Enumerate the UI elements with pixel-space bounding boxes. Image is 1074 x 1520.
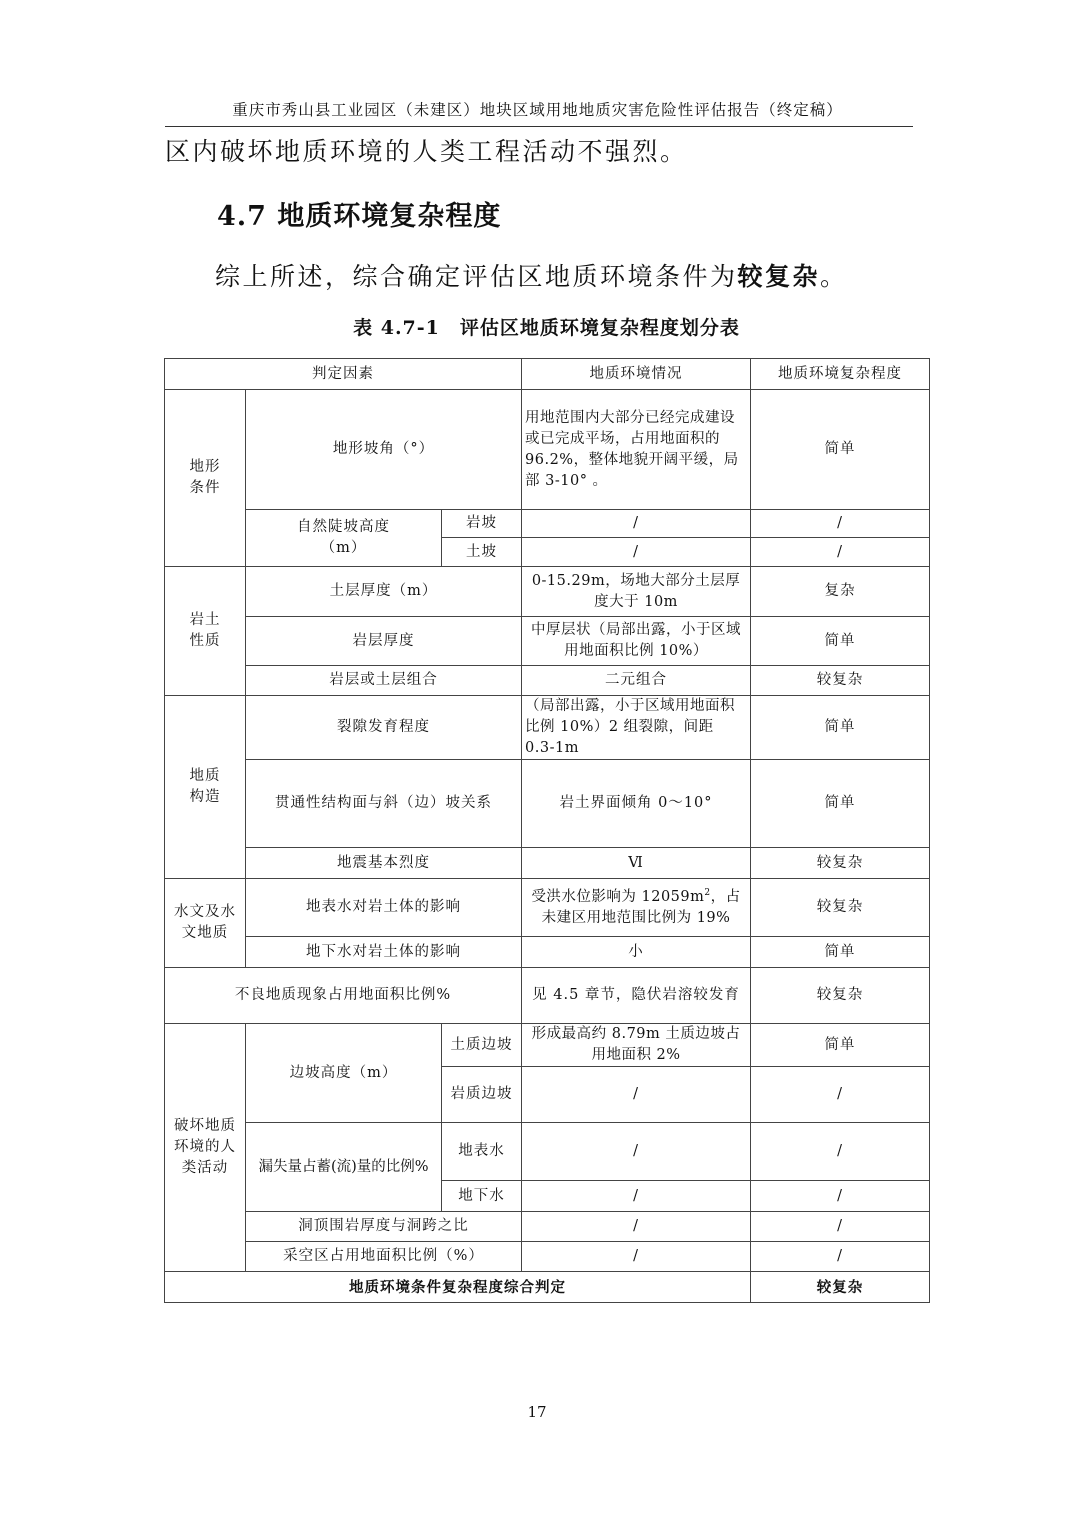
overall-label: 地质环境条件复杂程度综合判定: [165, 1272, 751, 1303]
category-terrain: 地形条件: [165, 390, 246, 567]
category-human-activity: 破坏地质环境的人类活动: [165, 1024, 246, 1272]
summary-paragraph: [215, 257, 848, 293]
category-geotech: 岩土性质: [165, 567, 246, 696]
table-row: [165, 760, 930, 848]
factor-slope-height: 边坡高度（m）: [246, 1024, 442, 1123]
factor-soil-thickness: 土层厚度（m）: [246, 567, 522, 617]
subfactor-rock-slope: 岩坡: [442, 510, 522, 538]
table-row: [165, 1123, 930, 1181]
factor-ground-water: 地下水对岩土体的影响: [246, 937, 522, 968]
level-leak-surface: /: [751, 1123, 930, 1181]
summary-prefix: 综上所述，综合确定评估区地质环境条件为: [215, 262, 738, 291]
page-number: 17: [527, 1403, 547, 1421]
level-penetrating-structure: 简单: [751, 760, 930, 848]
situation-soil-slope: /: [522, 538, 751, 567]
situation-adverse-geology: 见 4.5 章节，隐伏岩溶较发育: [522, 968, 751, 1024]
level-seismic-intensity: 较复杂: [751, 848, 930, 879]
situation-penetrating-structure: 岩土界面倾角 0～10°: [522, 760, 751, 848]
situation-seismic-intensity: Ⅵ: [522, 848, 751, 879]
situation-soil-cut-slope: 形成最高约 8.79m 土质边坡占用地面积 2%: [522, 1024, 751, 1067]
factor-adverse-geology: 不良地质现象占用地面积比例%: [165, 968, 522, 1024]
summary-suffix: 。: [820, 262, 848, 291]
table-row: [165, 879, 930, 937]
factor-layer-combination: 岩层或土层组合: [246, 666, 522, 696]
table-row: [165, 666, 930, 696]
subfactor-rock-cut-slope: 岩质边坡: [442, 1067, 522, 1123]
level-ground-water: 简单: [751, 937, 930, 968]
factor-penetrating-structure: 贯通性结构面与斜（边）坡关系: [246, 760, 522, 848]
header-situation: 地质环境情况: [522, 359, 751, 390]
situation-rock-thickness: 中厚层状（局部出露，小于区域用地面积比例 10%）: [522, 617, 751, 666]
running-header: 重庆市秀山县工业园区（未建区）地块区域用地地质灾害危险性评估报告（终定稿）: [232, 101, 843, 119]
level-leak-ground: /: [751, 1181, 930, 1212]
level-goaf-ratio: /: [751, 1242, 930, 1272]
carry-over-paragraph: 区内破坏地质环境的人类工程活动不强烈。: [165, 137, 688, 166]
situation-ground-water: 小: [522, 937, 751, 968]
category-hydro: 水文及水文地质: [165, 879, 246, 968]
table-row: [165, 968, 930, 1024]
table-row: [165, 1024, 930, 1067]
table-row: [165, 390, 930, 510]
level-adverse-geology: 较复杂: [751, 968, 930, 1024]
situation-soil-thickness: 0-15.29m，场地大部分土层厚度大于 10m: [522, 567, 751, 617]
factor-fissure: 裂隙发育程度: [246, 696, 522, 760]
level-cave-ratio: /: [751, 1212, 930, 1242]
table-row-overall: [165, 1272, 930, 1303]
level-rock-thickness: 简单: [751, 617, 930, 666]
subfactor-leak-surface: 地表水: [442, 1123, 522, 1181]
header-complexity: 地质环境复杂程度: [751, 359, 930, 390]
subfactor-soil-slope: 土坡: [442, 538, 522, 567]
situation-goaf-ratio: /: [522, 1242, 751, 1272]
header-factor: 判定因素: [165, 359, 522, 390]
category-structure: 地质构造: [165, 696, 246, 879]
factor-leakage-ratio: 漏失量占蓄(流)量的比例%: [246, 1123, 442, 1212]
factor-slope-angle: 地形坡角（°）: [246, 390, 522, 510]
situation-leak-surface: /: [522, 1123, 751, 1181]
situation-rock-slope: /: [522, 510, 751, 538]
situation-rock-cut-slope: /: [522, 1067, 751, 1123]
table-header-row: [165, 359, 930, 390]
situation-leak-ground: /: [522, 1181, 751, 1212]
factor-goaf-ratio: 采空区占用地面积比例（%）: [246, 1242, 522, 1272]
overall-level: 较复杂: [751, 1272, 930, 1303]
level-soil-cut-slope: 简单: [751, 1024, 930, 1067]
factor-natural-slope: 自然陡坡高度（m）: [246, 510, 442, 567]
level-rock-cut-slope: /: [751, 1067, 930, 1123]
level-rock-slope: /: [751, 510, 930, 538]
table-row: [165, 1242, 930, 1272]
situation-surface-water: 受洪水位影响为 $12059m^2$，占未建区用地范围比例为 19%: [522, 879, 751, 937]
table-row: [165, 1212, 930, 1242]
level-slope-angle: 简单: [751, 390, 930, 510]
factor-surface-water: 地表水对岩土体的影响: [246, 879, 522, 937]
header-rule: [165, 126, 913, 127]
summary-emphasis: 较复杂: [737, 262, 821, 291]
table-row: [165, 567, 930, 617]
level-fissure: 简单: [751, 696, 930, 760]
table-row: [165, 510, 930, 538]
factor-seismic-intensity: 地震基本烈度: [246, 848, 522, 879]
factor-cave-ratio: 洞顶围岩厚度与洞跨之比: [246, 1212, 522, 1242]
table-row: [165, 696, 930, 760]
table-row: [165, 848, 930, 879]
table-row: [165, 617, 930, 666]
situation-cave-ratio: /: [522, 1212, 751, 1242]
subfactor-leak-ground: 地下水: [442, 1181, 522, 1212]
table-row: [165, 937, 930, 968]
situation-fissure: （局部出露，小于区域用地面积比例 10%）2 组裂隙，间距 0.3-1m: [522, 696, 751, 760]
section-title: 4.7 地质环境复杂程度: [217, 201, 502, 232]
situation-layer-combination: 二元组合: [522, 666, 751, 696]
factor-rock-thickness: 岩层厚度: [246, 617, 522, 666]
table-caption: 表 4.7-1 评估区地质环境复杂程度划分表: [353, 317, 740, 339]
level-soil-thickness: 复杂: [751, 567, 930, 617]
complexity-table: [164, 358, 930, 1303]
level-layer-combination: 较复杂: [751, 666, 930, 696]
level-soil-slope: /: [751, 538, 930, 567]
situation-slope-angle: 用地范围内大部分已经完成建设或已完成平场，占用地面积的 96.2%，整体地貌开阔平缓，局部 3-10° 。: [522, 390, 751, 510]
subfactor-soil-cut-slope: 土质边坡: [442, 1024, 522, 1067]
level-surface-water: 较复杂: [751, 879, 930, 937]
